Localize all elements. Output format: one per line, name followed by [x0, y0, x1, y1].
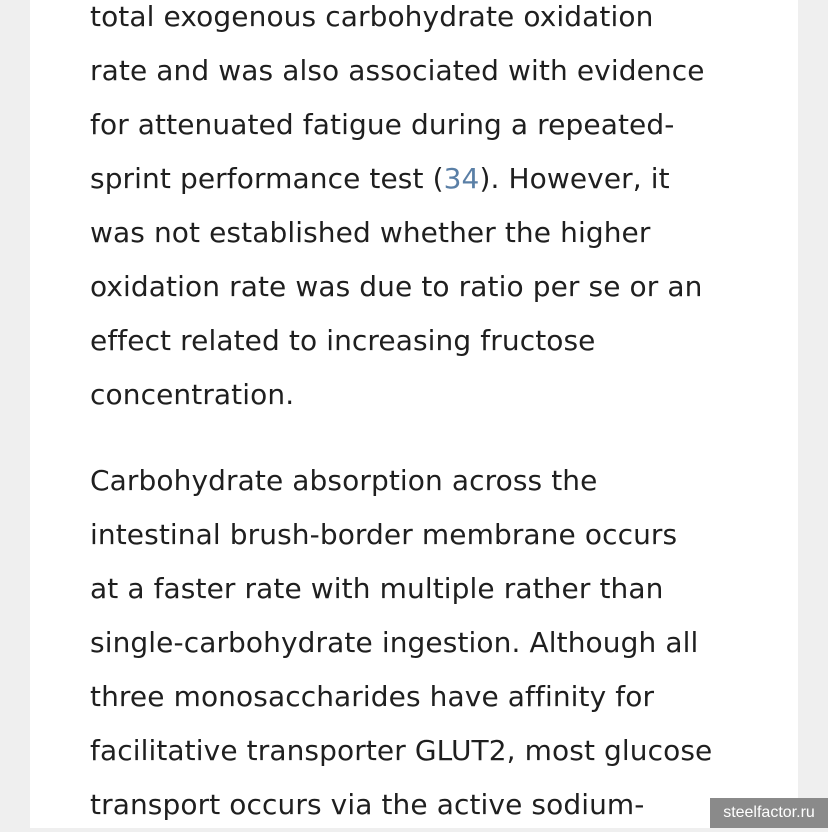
text-line: for attenuated fatigue during a repeated- [90, 108, 675, 141]
watermark-badge: steelfactor.ru [710, 798, 828, 828]
text-segment: ). However, it [479, 162, 670, 195]
article-body [90, 0, 750, 832]
text-line: single-carbohydrate ingestion. Although all [90, 626, 699, 659]
text-line: at a faster rate with multiple rather than [90, 572, 664, 605]
text-line: concentration. [90, 378, 295, 411]
text-segment: sprint performance test ( [90, 162, 444, 195]
text-line: transport occurs via the active sodium- [90, 788, 645, 821]
text-line: three monosaccharides have affinity for [90, 680, 655, 713]
text-line: oxidation rate was due to ratio per se or an [90, 270, 703, 303]
article-page [30, 0, 798, 828]
text-line: Carbohydrate absorption across the [90, 464, 598, 497]
text-line: intestinal brush-border membrane occurs [90, 518, 678, 551]
text-line: total exogenous carbohydrate oxidation [90, 0, 654, 33]
paragraph-2 [90, 454, 750, 832]
text-line-with-citation [90, 152, 750, 206]
text-line: was not established whether the higher [90, 216, 651, 249]
text-line: rate and was also associated with evidence [90, 54, 705, 87]
text-line: effect related to increasing fructose [90, 324, 596, 357]
paragraph-1 [90, 0, 750, 422]
citation-link-34[interactable]: 34 [443, 162, 480, 195]
text-line: facilitative transporter GLUT2, most glucose [90, 734, 713, 767]
